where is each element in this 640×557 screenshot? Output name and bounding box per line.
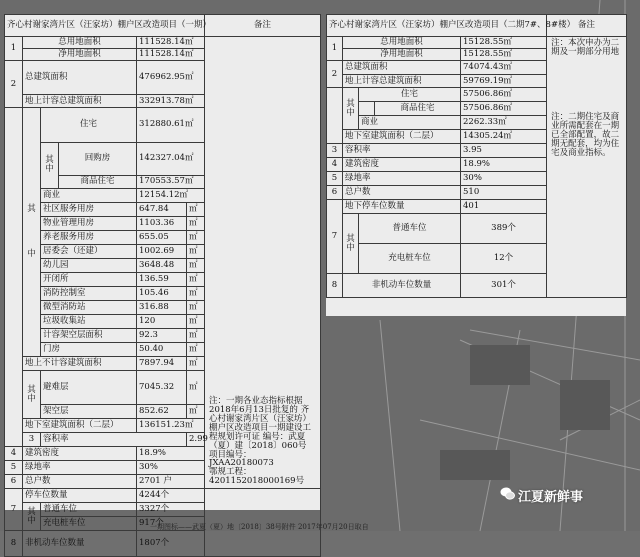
remarks-header: 备注: [547, 15, 627, 37]
table-title: 齐心村谢家湾片区（汪家坊）棚户区改造项目（二期7#、8#楼）: [327, 15, 547, 37]
remarks-cell: 注：本次申办为二期及一期部分用地 注：二期住宅及商业所需配套在一期已全部配置，故二期无配套，均为住宅及商业指标。: [547, 37, 627, 298]
watermark: 江夏新鲜事: [518, 490, 584, 505]
remarks-header: 备注: [205, 15, 321, 37]
table-title: 齐心村谢家湾片区（汪家坊）棚户区改造项目（一期）: [5, 15, 205, 37]
remarks-cell: 注：一期各业态指标根据2018年6月13日批复的 齐心村谢家湾片区（汪家坊）棚户区改造项目一期建设工程规划许可证 编号：武夏（夏）建〔2018〕060号 项目编号：JXAA20180073 鄂规工程：4201152018000169号: [205, 37, 321, 489]
phase1-indicator-table: 齐心村谢家湾片区（汪家坊）棚户区改造项目（一期） 备注 1 总用地面积 111528.14㎡ 注：一期各业态指标根据2018年6月13日批复的 齐心村谢家湾片区（汪家坊）棚户区改造项目一期建设工程规划许可证 编号：武夏（夏）建〔2018〕060号 项目编号：JXAA20180073 鄂规工程：4201152018000169号 净用地面积 111528.14㎡ 2 总建筑面积 476962.95㎡ 地上计容总建筑面积 332913.78㎡ 其 中 住宅 312880.61㎡ 其 中 回购房 142327.04㎡ 商品住宅 170553.57㎡ 商业 12154.12㎡ 社区服务用房 647.84 ㎡ 物业管理用房 1103.36 ㎡ 养老服务用房 655.05 ㎡ 居委会（还建） 1002.69 ㎡ 幼儿园 3648.48 ㎡ 开闭所 136.59 ㎡ 消防控制室 105.46 ㎡ 微型消防站 316.88 ㎡ 垃圾收集站 120 ㎡ 计容架空层面积 92.3 ㎡ 门房 50.40 ㎡ 地上不计容建筑面积 7897.94 ㎡ 其 中 避难层 7045.32 ㎡ 架空层 852.62 ㎡ 地下室建筑面积（二层） 136151.23㎡ 3 容积率 2.99 4 建筑密度 18.9% 5 绿地率 30% 6 总户数 2701 户 7 停车位数量 4244个 其 中 普通车位 3327个 充电桩车位 917个 8 非机动车位数量 1807个: [4, 14, 321, 557]
document-footer: 一期图标——武夏（夏）地〔2018〕38号附件 2017年07月20日取自: [150, 523, 369, 531]
wechat-icon: [500, 486, 515, 501]
phase2-indicator-table: 齐心村谢家湾片区（汪家坊）棚户区改造项目（二期7#、8#楼） 备注 1 总用地面积 15128.55㎡ 注：本次申办为二期及一期部分用地 注：二期住宅及商业所需配套在一期已全部配置，故二期无配套，均为住宅及商业指标。 净用地面积 15128.55㎡ 2 总建筑面积 74074.43㎡ 地上计容总建筑面积 59769.19㎡ 其 中 住宅 57506.86㎡ 商品住宅 57506.86㎡ 商业 2262.33㎡ 地下室建筑面积（二层） 14305.24㎡ 3 容积率 3.95 4 建筑密度 18.9% 5 绿地率 30% 6 总户数 510 7 地下停车位数量 401 其 中 普通车位 389个 充电桩车位 12个 8 非机动车位数量 301个: [326, 14, 627, 298]
